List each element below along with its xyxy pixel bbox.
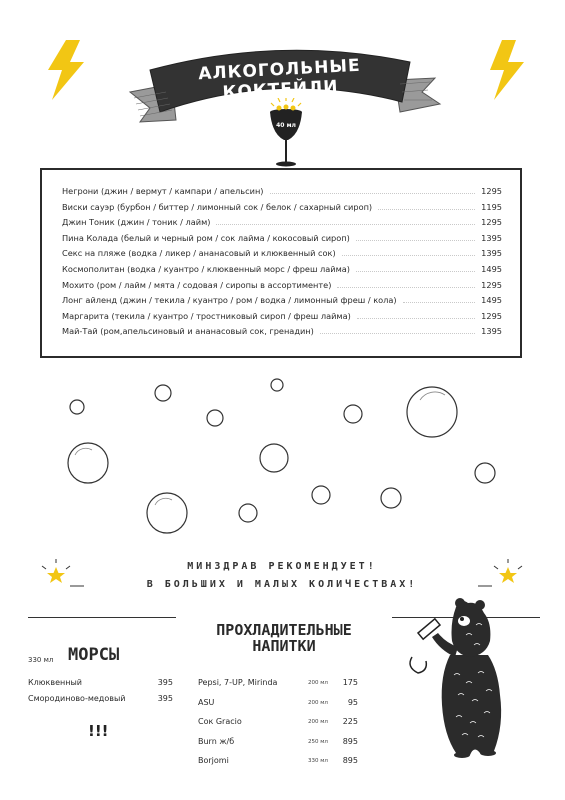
mors-row	[28, 675, 173, 687]
bubble	[407, 387, 457, 437]
cocktail-price: 1295	[481, 217, 502, 228]
section-title-alcoholic-cocktails: АЛКОГОЛЬНЫЕ КОКТЕЙЛИ	[197, 55, 362, 104]
notice-line-1: МИНЗДРАВ РЕКОМЕНДУЕТ!	[187, 561, 377, 572]
lightning-bolt-icon-left	[44, 40, 88, 100]
drink-volume: 200 мл	[308, 699, 328, 706]
lightning-bolt-icon-right	[484, 40, 528, 100]
drink-price: 95	[347, 697, 358, 707]
cocktail-price: 1395	[481, 232, 502, 243]
cocktail-price: 1495	[481, 295, 502, 306]
cocktail-price: 1295	[481, 279, 502, 290]
cocktail-price: 1295	[481, 310, 502, 321]
cocktail-name: Виски сауэр (бурбон / биттер / лимонный сок / белок / сахарный сироп)	[62, 201, 373, 212]
bubble	[344, 405, 362, 423]
cocktail-name: Маргарита (текила / куантро / тростниковый сироп / фреш лайма)	[62, 310, 351, 321]
cocktail-row	[62, 306, 502, 321]
bubble	[475, 463, 495, 483]
cocktail-price: 1395	[481, 326, 502, 337]
star-icon-right	[476, 558, 526, 588]
dotted-leader	[216, 224, 475, 225]
cocktail-row	[62, 197, 502, 212]
cocktail-price: 1295	[481, 186, 502, 196]
bubble	[68, 443, 108, 483]
drink-name: Pepsi, 7-UP, Mirinda	[198, 678, 278, 687]
mors-title: МОРСЫ	[68, 645, 120, 665]
mors-price: 395	[157, 694, 173, 703]
divider-left	[28, 617, 176, 618]
dotted-leader	[378, 209, 475, 210]
bubble	[239, 504, 257, 522]
dotted-leader	[320, 333, 475, 334]
bubble	[260, 444, 288, 472]
drink-name: ASU	[198, 697, 215, 707]
cocktail-row	[62, 321, 502, 336]
cool-drink-row	[198, 734, 358, 746]
mors-volume: 330 мл	[28, 656, 54, 664]
dotted-leader	[337, 287, 475, 288]
dotted-leader	[356, 240, 475, 241]
star-icon-left	[40, 558, 86, 588]
bubble	[381, 488, 401, 508]
cocktail-row	[62, 228, 502, 243]
cool-drink-row	[198, 714, 358, 726]
drink-name: Burn ж/б	[198, 736, 235, 746]
drink-name: Сок Gracio	[198, 717, 242, 726]
drink-price: 895	[342, 736, 358, 746]
cool-drink-row	[198, 695, 358, 707]
cool-drink-row	[198, 675, 358, 687]
bubble	[147, 493, 187, 533]
cocktail-menu-box	[40, 168, 522, 358]
drink-volume: 200 мл	[308, 680, 328, 686]
drink-volume: 250 мл	[308, 738, 328, 745]
drink-price: 895	[342, 756, 358, 765]
cocktail-name: Пина Колада (белый и черный ром / сок лайма / кокосовый сироп)	[62, 232, 350, 243]
mors-row	[28, 691, 173, 703]
dotted-leader	[357, 318, 475, 319]
drink-price: 225	[342, 717, 358, 726]
mors-name: Клюквенный	[28, 678, 82, 687]
drink-volume: 200 мл	[308, 719, 328, 725]
exclamation-mark: !!!	[88, 722, 109, 740]
cocktail-price: 1395	[481, 248, 502, 259]
cocktail-row	[62, 259, 502, 274]
bubble	[207, 410, 223, 426]
drink-price: 175	[342, 678, 358, 687]
cocktail-row	[62, 243, 502, 258]
cocktail-name: Май-Тай (ром,апельсиновый и ананасовый сок, гренадин)	[62, 326, 314, 337]
bubbles-decoration	[0, 370, 565, 540]
cocktail-row	[62, 212, 502, 227]
dotted-leader	[356, 271, 475, 272]
cocktail-row	[62, 181, 502, 196]
cocktail-row	[62, 290, 502, 305]
drink-volume: 330 мл	[308, 758, 328, 764]
bubble	[271, 379, 283, 391]
cocktail-name: Негрони (джин / вермут / кампари / апельсин)	[62, 186, 264, 196]
cool-drinks-title	[196, 622, 372, 654]
mors-price: 395	[157, 678, 173, 687]
cool-drinks-title-line2: НАПИТКИ	[252, 637, 316, 655]
mors-name: Смородиново-медовый	[28, 694, 126, 703]
bubble	[70, 400, 84, 414]
cocktail-name: Лонг айленд (джин / текила / куантро / ром / водка / лимонный фреш / кола)	[62, 295, 397, 306]
cocktail-row	[62, 275, 502, 290]
cool-drink-row	[198, 753, 358, 765]
cocktail-name: Джин Тоник (джин / тоник / лайм)	[62, 217, 211, 228]
cocktail-price: 1495	[481, 264, 502, 274]
dotted-leader	[403, 302, 476, 303]
glass-volume-label: 40 мл	[276, 122, 296, 129]
cocktail-name: Космополитан (водка / куантро / клюквенный морс / фреш лайма)	[62, 264, 350, 274]
dotted-leader	[270, 193, 476, 194]
bubble	[155, 385, 171, 401]
cocktail-name: Секс на пляже (водка / ликер / ананасовый и клюквенный сок)	[62, 248, 336, 259]
cocktail-price: 1195	[481, 201, 502, 212]
drink-name: Borjomi	[198, 756, 229, 765]
cocktail-name: Мохито (ром / лайм / мята / содовая / сиропы в ассортименте)	[62, 279, 332, 290]
notice-line-2: В БОЛЬШИХ И МАЛЫХ КОЛИЧЕСТВАХ!	[146, 579, 418, 590]
cool-drinks-title-line1: ПРОХЛАДИТЕЛЬНЫЕ	[216, 621, 352, 639]
dotted-leader	[342, 255, 476, 256]
cocktail-glass-icon	[262, 98, 310, 170]
bubble	[312, 486, 330, 504]
bear-drinking-illustration	[400, 595, 520, 760]
